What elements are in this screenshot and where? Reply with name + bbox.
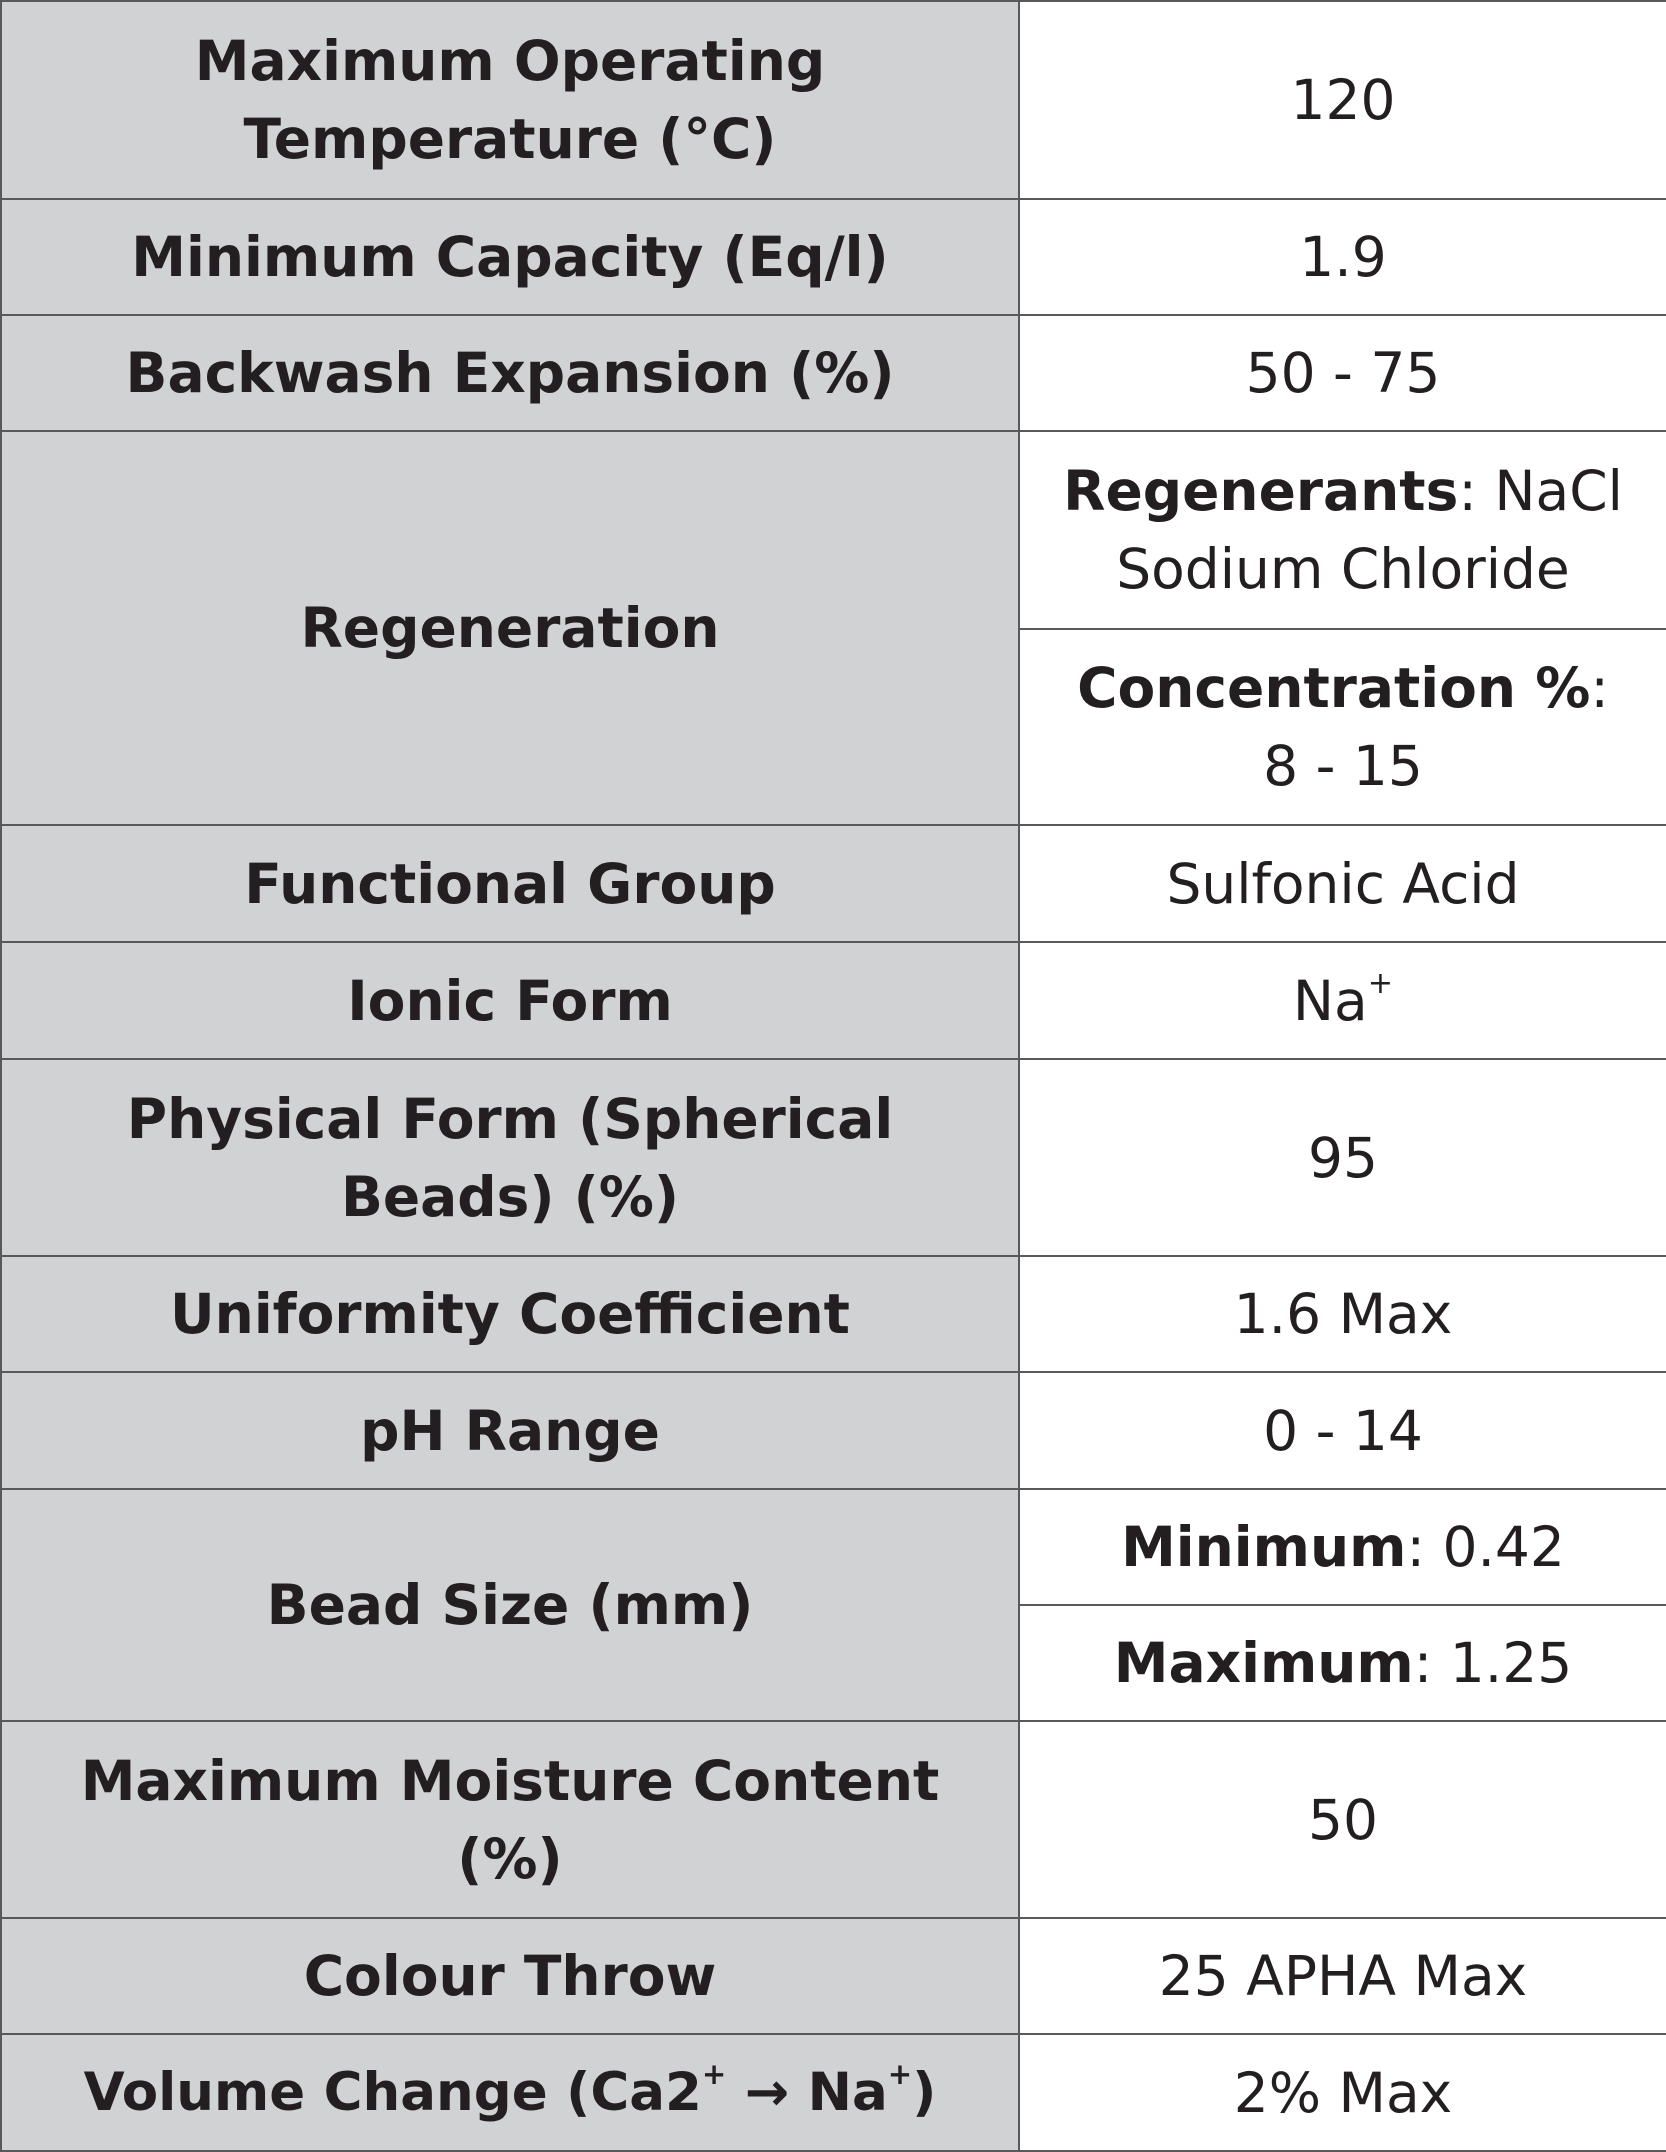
row-value-ph-range: 0 - 14	[1019, 1372, 1666, 1489]
row-label-max-operating-temperature: Maximum Operating Temperature (°C)	[1, 1, 1019, 199]
row-label-ph-range: pH Range	[1, 1372, 1019, 1489]
row-value-uniformity-coefficient: 1.6 Max	[1019, 1256, 1666, 1372]
table-row	[1, 199, 1666, 315]
row-value-max-operating-temperature: 120	[1019, 1, 1666, 199]
bead-size-maximum-value: : 1.25	[1413, 1631, 1573, 1695]
row-label-bead-size: Bead Size (mm)	[1, 1489, 1019, 1721]
row-value-functional-group: Sulfonic Acid	[1019, 825, 1666, 942]
row-label-functional-group: Functional Group	[1, 825, 1019, 942]
table-row	[1, 2034, 1666, 2151]
row-label-backwash-expansion: Backwash Expansion (%)	[1, 315, 1019, 431]
table-row	[1, 315, 1666, 431]
concentration-value: : 8 - 15	[1263, 656, 1609, 798]
row-label-minimum-capacity: Minimum Capacity (Eq/l)	[1, 199, 1019, 315]
volume-change-sup1: +	[701, 2056, 727, 2091]
ionic-form-charge: +	[1367, 965, 1394, 1001]
row-value-backwash-expansion: 50 - 75	[1019, 315, 1666, 431]
row-value-max-moisture-content: 50	[1019, 1721, 1666, 1918]
table-row	[1, 431, 1666, 629]
table-row	[1, 1256, 1666, 1372]
table-row	[1, 1, 1666, 199]
table-row	[1, 1489, 1666, 1605]
row-value-physical-form: 95	[1019, 1059, 1666, 1256]
bead-size-maximum-label: Maximum	[1113, 1631, 1414, 1695]
row-value-concentration	[1019, 629, 1666, 825]
volume-change-part3: )	[912, 2061, 937, 2123]
row-value-bead-size-maximum	[1019, 1605, 1666, 1721]
volume-change-part2: → Na	[726, 2061, 888, 2123]
row-value-volume-change: 2% Max	[1019, 2034, 1666, 2151]
row-label-ionic-form: Ionic Form	[1, 942, 1019, 1059]
row-label-uniformity-coefficient: Uniformity Coefficient	[1, 1256, 1019, 1372]
volume-change-part1: Volume Change (Ca2	[83, 2061, 702, 2123]
table-row	[1, 942, 1666, 1059]
bead-size-minimum-value: : 0.42	[1406, 1515, 1565, 1579]
table-row	[1, 1721, 1666, 1918]
row-value-bead-size-minimum	[1019, 1489, 1666, 1605]
concentration-label: Concentration %	[1077, 656, 1591, 720]
table-row	[1, 1372, 1666, 1489]
row-value-colour-throw: 25 APHA Max	[1019, 1918, 1666, 2034]
volume-change-sup2: +	[887, 2056, 913, 2091]
row-value-minimum-capacity: 1.9	[1019, 199, 1666, 315]
row-value-regenerants	[1019, 431, 1666, 629]
bead-size-minimum-label: Minimum	[1121, 1515, 1407, 1579]
table-row	[1, 825, 1666, 942]
row-label-volume-change	[1, 2034, 1019, 2151]
table-row	[1, 1059, 1666, 1256]
regenerants-value: : NaCl Sodium Chloride	[1116, 459, 1623, 601]
row-value-ionic-form	[1019, 942, 1666, 1059]
table-row	[1, 1918, 1666, 2034]
row-label-max-moisture-content: Maximum Moisture Content (%)	[1, 1721, 1019, 1918]
regenerants-label: Regenerants	[1063, 459, 1459, 523]
row-label-regeneration: Regeneration	[1, 431, 1019, 825]
row-label-colour-throw: Colour Throw	[1, 1918, 1019, 2034]
row-label-physical-form: Physical Form (Spherical Beads) (%)	[1, 1059, 1019, 1256]
ionic-form-value: Na	[1292, 968, 1368, 1033]
